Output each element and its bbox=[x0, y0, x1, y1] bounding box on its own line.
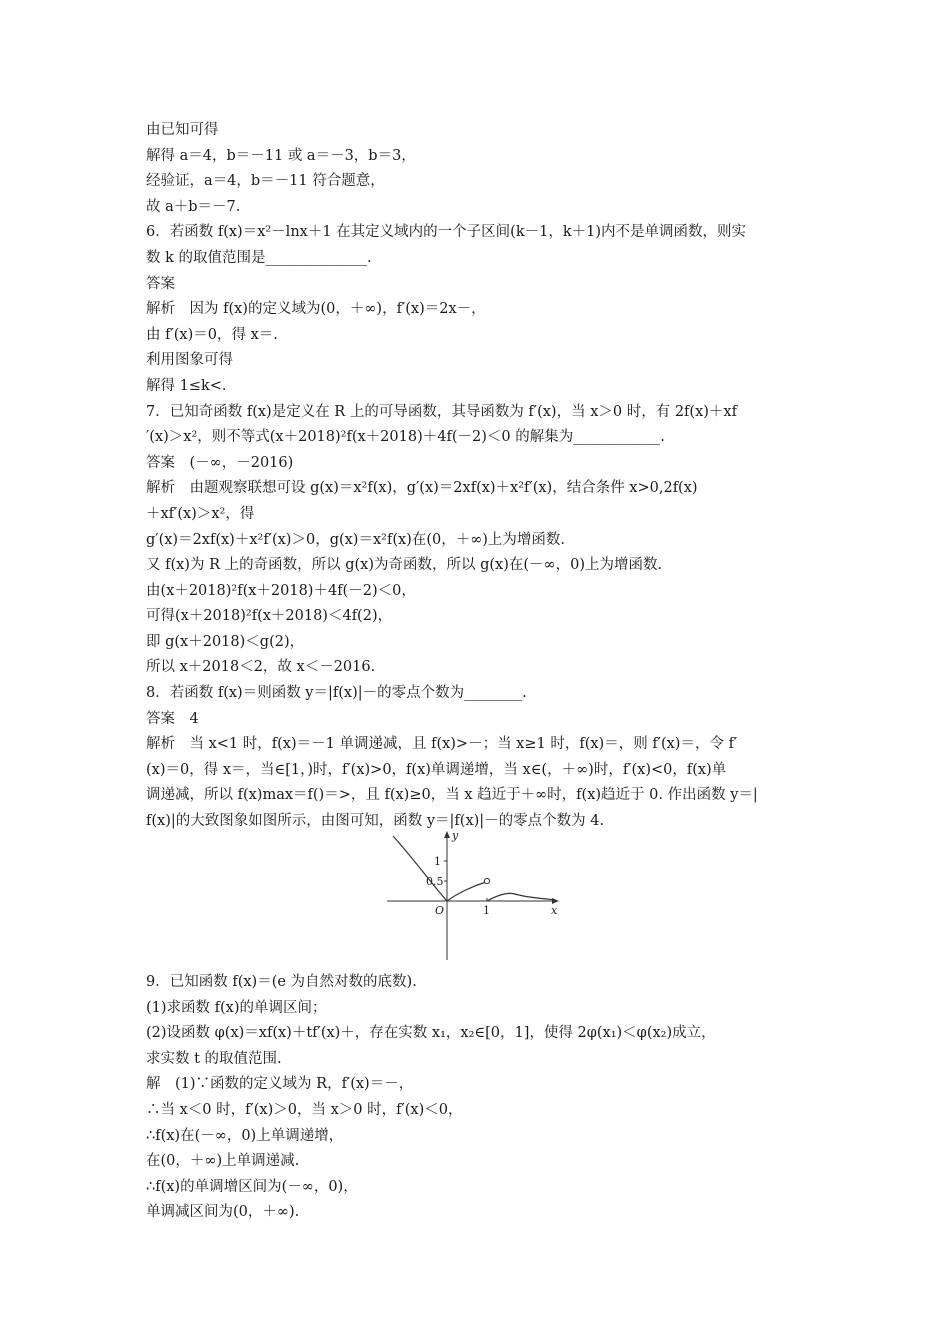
text-line: 又 f(x)为 R 上的奇函数，所以 g(x)为奇函数，所以 g(x)在(－∞，0)上为增函数. bbox=[146, 557, 663, 574]
content-bottom bbox=[146, 970, 816, 1226]
function-graph-figure bbox=[383, 828, 563, 964]
text-line: 即 g(x＋2018)＜g(2)， bbox=[146, 633, 305, 650]
text-line: 所以 x＋2018＜2，故 x＜－2016. bbox=[146, 659, 376, 676]
content-top bbox=[146, 118, 816, 835]
y-tick-label-05: 0.5 bbox=[426, 875, 444, 888]
text-line: 解析 当 x<1 时，f(x)＝－1 单调递减，且 f(x)>－；当 x≥1 时，f(x)＝，则 f′(x)＝，令 f′ bbox=[146, 736, 738, 753]
text-line: ∴f(x)在(－∞，0)上单调递增， bbox=[146, 1127, 344, 1144]
text-line: ∴当 x＜0 时，f′(x)＞0，当 x＞0 时，f′(x)＜0， bbox=[146, 1101, 463, 1118]
text-line: 由 f′(x)＝0，得 x＝. bbox=[146, 326, 278, 343]
answer-label: 答案 (－∞，－2016) bbox=[146, 454, 294, 471]
question-6-line: 6．若函数 f(x)＝x²－lnx＋1 在其定义域内的一个子区间(k－1，k＋1)内不是单调函数，则实 bbox=[146, 224, 747, 241]
x-axis-label: x bbox=[551, 904, 558, 917]
text-line: ∴f(x)的单调增区间为(－∞，0)， bbox=[146, 1178, 358, 1195]
text-line: ′(x)＞x²，则不等式(x＋2018)²f(x＋2018)＋4f(－2)＜0 的解集为____________. bbox=[146, 429, 665, 446]
text-line: 在(0，＋∞)上单调递减. bbox=[146, 1153, 300, 1170]
question-8-line: 8．若函数 f(x)＝则函数 y＝|f(x)|－的零点个数为________. bbox=[146, 685, 527, 702]
text-line: 数 k 的取值范围是______________. bbox=[146, 249, 372, 266]
text-line: 调递减，所以 f(x)max＝f()＝>，且 f(x)≥0，当 x 趋近于＋∞时，f(x)趋近于 0. 作出函数 y＝| bbox=[146, 787, 758, 804]
text-line: 解析 由题观察联想可设 g(x)＝x²f(x)，g′(x)＝2xf(x)＋x²f′(x)，结合条件 x>0,2f(x) bbox=[146, 480, 698, 497]
text-line: (2)设函数 φ(x)＝xf(x)＋tf′(x)＋，存在实数 x₁，x₂∈[0，1]，使得 2φ(x₁)＜φ(x₂)成立， bbox=[146, 1025, 716, 1042]
text-line: 求实数 t 的取值范围. bbox=[146, 1050, 282, 1067]
text-line: 故 a＋b＝－7. bbox=[146, 198, 241, 215]
text-line: 单调减区间为(0，＋∞). bbox=[146, 1204, 300, 1221]
y-axis-label: y bbox=[452, 829, 459, 842]
text-line: 解得 a＝4，b＝－11 或 a＝－3，b＝3， bbox=[146, 147, 416, 164]
answer-label: 答案 4 bbox=[146, 710, 199, 727]
x-tick-label-1: 1 bbox=[483, 904, 490, 917]
text-line: 解析 因为 f(x)的定义域为(0，＋∞)，f′(x)＝2x－， bbox=[146, 301, 486, 318]
curve-right-branch bbox=[487, 893, 555, 901]
y-tick-label-1: 1 bbox=[434, 855, 441, 868]
text-line: f(x)|的大致图象如图所示，由图可知，函数 y＝|f(x)|－的零点个数为 4. bbox=[146, 813, 605, 830]
text-line: 解得 1≤k<. bbox=[146, 377, 227, 394]
curve-middle-branch bbox=[447, 882, 486, 901]
answer-label: 答案 bbox=[146, 275, 175, 292]
open-endpoint bbox=[484, 878, 489, 883]
text-line: 可得(x＋2018)²f(x＋2018)＜4f(2)， bbox=[146, 608, 393, 625]
solution-line: 解 (1)∵函数的定义域为 R，f′(x)＝－， bbox=[146, 1076, 414, 1093]
text-line: 由已知可得 bbox=[146, 122, 219, 138]
text-line: (1)求函数 f(x)的单调区间； bbox=[146, 999, 327, 1016]
question-7-line: 7．已知奇函数 f(x)是定义在 R 上的可导函数，其导函数为 f′(x)，当 x＞0 时，有 2f(x)＋xf bbox=[146, 403, 737, 420]
curve-left-branch bbox=[393, 836, 447, 901]
question-9-line: 9．已知函数 f(x)＝(e 为自然对数的底数). bbox=[146, 974, 417, 990]
graph-svg bbox=[383, 828, 563, 964]
y-axis-arrow bbox=[444, 831, 450, 838]
text-line: 经验证，a＝4，b＝－11 符合题意， bbox=[146, 173, 385, 190]
text-line: g′(x)＝2xf(x)＋x²f′(x)＞0，g(x)＝x²f(x)在(0，＋∞)上为增函数. bbox=[146, 531, 566, 548]
text-line: 由(x＋2018)²f(x＋2018)＋4f(－2)＜0， bbox=[146, 582, 416, 599]
text-line: 利用图象可得 bbox=[146, 352, 233, 369]
origin-label: O bbox=[435, 904, 445, 917]
text-line: (x)＝0，得 x＝，当∈[1，)时，f′(x)>0，f(x)单调递增，当 x∈(，＋∞)时，f′(x)<0，f(x)单 bbox=[146, 761, 727, 778]
text-line: ＋xf′(x)＞x²，得 bbox=[146, 505, 255, 522]
